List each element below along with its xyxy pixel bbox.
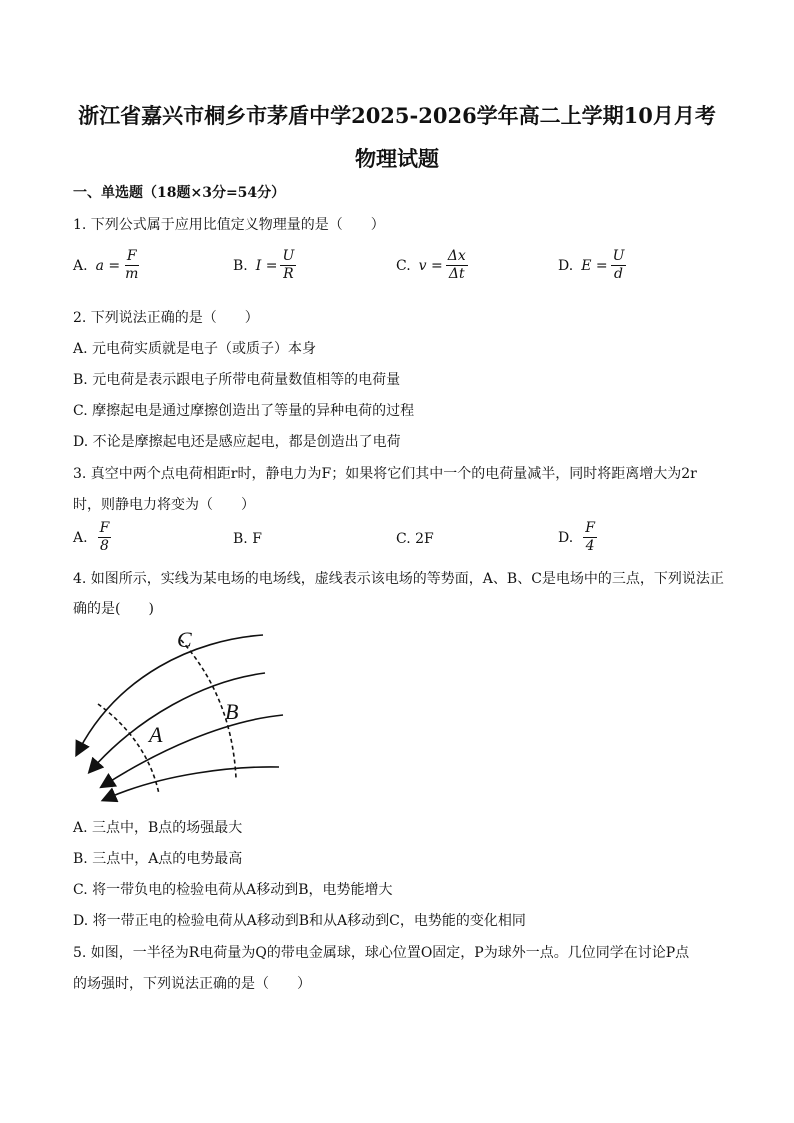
field-line-4 bbox=[108, 767, 279, 798]
q2-option-b: B. 元电荷是表示跟电子所带电荷量数值相等的电荷量 bbox=[73, 372, 401, 388]
q4-stem-line2: 确的是( ) bbox=[73, 601, 154, 617]
q1-option-d-label: D. bbox=[558, 257, 574, 274]
q1-option-a-num: F bbox=[126, 248, 137, 264]
q1-option-a-den: m bbox=[125, 266, 139, 282]
q3-option-a-den: 8 bbox=[99, 538, 109, 554]
q1-option-b-den: R bbox=[283, 266, 294, 282]
section-heading: 一、单选题（18题×3分=54分） bbox=[73, 185, 286, 201]
q1-option-a-lhs: a = bbox=[95, 257, 121, 274]
q3-option-a-num: F bbox=[99, 520, 110, 536]
q1-stem: 1. 下列公式属于应用比值定义物理量的是（ ） bbox=[73, 217, 385, 233]
equipotential-line-1 bbox=[98, 704, 159, 794]
q3-option-d bbox=[558, 520, 597, 555]
exam-title-line2: 物理试题 bbox=[355, 146, 439, 171]
q2-option-d: D. 不论是摩擦起电还是感应起电，都是创造出了电荷 bbox=[73, 434, 401, 450]
q1-option-a bbox=[73, 248, 140, 283]
q1-option-d-fraction bbox=[611, 248, 627, 283]
q1-option-c-lhs: v = bbox=[418, 257, 443, 274]
q4-option-a: A. 三点中，B点的场强最大 bbox=[73, 820, 243, 836]
q1-option-d bbox=[558, 248, 626, 283]
field-line-2 bbox=[93, 673, 265, 768]
q1-option-c-label: C. bbox=[396, 257, 411, 274]
q2-option-a: A. 元电荷实质就是电子（或质子）本身 bbox=[73, 341, 317, 357]
q5-stem-line2: 的场强时，下列说法正确的是（ ） bbox=[73, 976, 311, 992]
q3-option-d-fraction bbox=[583, 520, 597, 555]
point-b-label: B bbox=[225, 699, 239, 724]
q1-option-b-num: U bbox=[282, 248, 295, 264]
q1-option-b-label: B. bbox=[233, 257, 248, 274]
q3-option-d-num: F bbox=[585, 520, 595, 536]
q3-option-d-label: D. bbox=[558, 529, 574, 546]
q4-option-c: C. 将一带负电的检验电荷从A移动到B，电势能增大 bbox=[73, 882, 393, 898]
electric-field-figure bbox=[73, 626, 293, 811]
q1-option-d-lhs: E = bbox=[581, 257, 608, 274]
q3-option-a-label: A. bbox=[73, 529, 88, 546]
q2-stem: 2. 下列说法正确的是（ ） bbox=[73, 310, 259, 326]
q1-option-c-fraction bbox=[446, 248, 468, 283]
q1-option-a-label: A. bbox=[73, 257, 88, 274]
q4-stem-line1: 4. 如图所示，实线为某电场的电场线，虚线表示该电场的等势面，A、B、C是电场中的三点，下列说法正 bbox=[73, 571, 724, 587]
q1-option-c bbox=[396, 248, 468, 283]
q4-option-b: B. 三点中，A点的电势最高 bbox=[73, 851, 243, 867]
q3-option-a-fraction bbox=[98, 520, 112, 555]
field-line-1 bbox=[79, 635, 263, 750]
q3-option-b: B. F bbox=[233, 531, 262, 547]
q1-option-b-fraction bbox=[280, 248, 296, 283]
q5-stem-line1: 5. 如图，一半径为R电荷量为Q的带电金属球，球心位置O固定，P为球外一点。几位同学在讨论P点 bbox=[73, 945, 690, 961]
q2-option-c: C. 摩擦起电是通过摩擦创造出了等量的异种电荷的过程 bbox=[73, 403, 415, 419]
point-c-label: C bbox=[177, 627, 192, 652]
q3-stem-line2: 时，则静电力将变为（ ） bbox=[73, 497, 255, 513]
point-a-label: A bbox=[149, 722, 163, 747]
q3-stem-line1: 3. 真空中两个点电荷相距r时，静电力为F；如果将它们其中一个的电荷量减半，同时将距离增大为2r bbox=[73, 466, 697, 482]
q1-option-c-num: Δx bbox=[447, 248, 466, 264]
q3-option-c: C. 2F bbox=[396, 531, 434, 547]
q1-option-b-lhs: I = bbox=[255, 257, 278, 274]
q1-option-d-num: U bbox=[612, 248, 625, 264]
q3-option-d-den: 4 bbox=[585, 538, 595, 554]
q1-option-b bbox=[233, 248, 296, 283]
q1-option-c-den: Δt bbox=[448, 266, 465, 282]
q3-option-a bbox=[73, 520, 111, 555]
q1-option-a-fraction bbox=[123, 248, 140, 283]
q1-option-d-den: d bbox=[614, 266, 623, 282]
q4-option-d: D. 将一带正电的检验电荷从A移动到B和从A移动到C，电势能的变化相同 bbox=[73, 913, 526, 929]
exam-title-line1: 浙江省嘉兴市桐乡市茅盾中学2025-2026学年高二上学期10月月考 bbox=[78, 103, 716, 128]
